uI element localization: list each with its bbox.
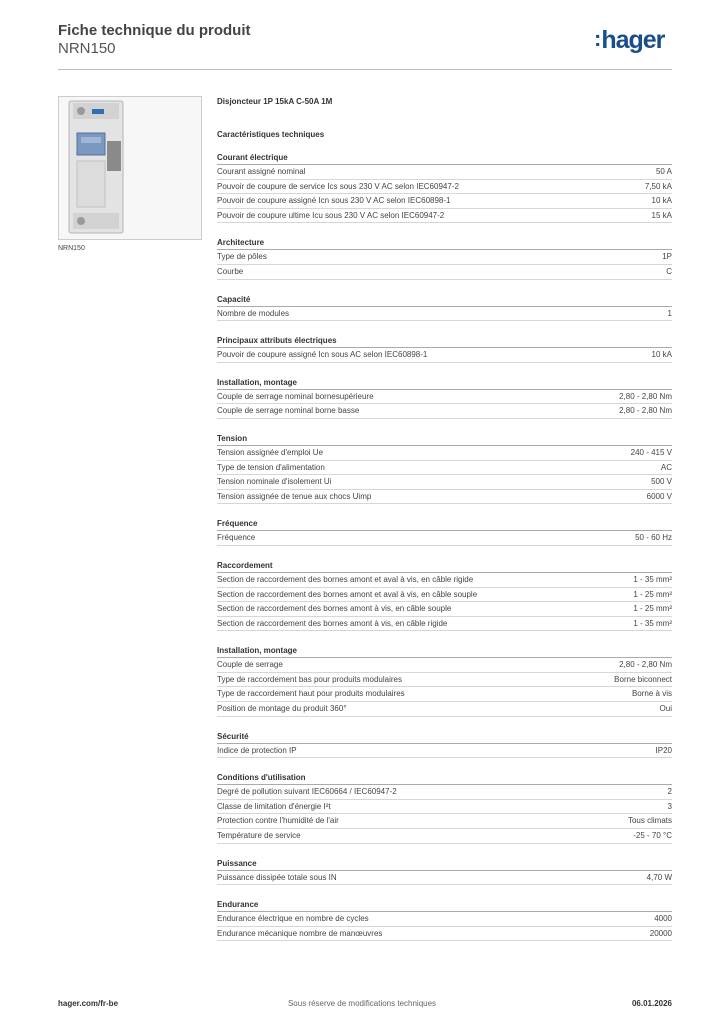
spec-content [217,96,672,941]
section-title: Puissance [217,858,672,871]
spec-value: 1 - 35 mm² [633,618,672,628]
spec-row [217,209,672,224]
spec-row [217,687,672,702]
spec-value: 1 - 25 mm² [633,604,672,614]
page-title: Fiche technique du produit [58,22,251,39]
spec-value: 20000 [649,928,672,938]
spec-row [217,744,672,759]
spec-row [217,180,672,195]
spec-row [217,446,672,461]
spec-label: Endurance électrique en nombre de cycles [217,914,369,924]
spec-value: 50 A [655,167,672,176]
spec-label: Nombre de modules [217,308,290,318]
spec-row [217,573,672,588]
spec-label: Couple de serrage nominal bornesupérieure [217,391,374,401]
section-title: Fréquence [217,518,672,531]
spec-label: Pouvoir de coupure de service Ics sous 230 V AC selon IEC60947-2 [217,181,459,191]
spec-value: 1 [667,308,672,318]
spec-label: Température de service [217,831,301,841]
spec-value: 1 - 35 mm² [633,574,672,584]
spec-row [217,490,672,505]
spec-label: Pouvoir de coupure assigné Icn sous AC selon IEC60898-1 [217,350,428,360]
spec-row [217,702,672,717]
spec-value: Oui [659,704,672,714]
spec-row [217,165,672,180]
section-title: Architecture [217,237,672,250]
section-title: Raccordement [217,560,672,573]
spec-row [217,800,672,815]
product-image [58,96,202,240]
product-reference: NRN150 [58,40,116,57]
spec-value: 50 - 60 Hz [635,533,672,543]
spec-label: Section de raccordement des bornes amont à vis, en câble rigide [217,618,448,628]
spec-label: Degré de pollution suivant IEC60664 / IEC60947-2 [217,787,397,797]
spec-value: AC [660,462,672,472]
spec-row [217,871,672,886]
spec-label: Protection contre l'humidité de l'air [217,816,339,826]
spec-row [217,814,672,829]
circuit-breaker-icon [59,97,201,239]
footer-website: hager.com/fr-be [58,999,119,1008]
section-title: Sécurité [217,731,672,744]
spec-value: Tous climats [627,816,672,826]
spec-value: Borne à vis [631,689,672,699]
spec-value: 3 [667,801,672,811]
spec-label: Couple de serrage [217,660,283,670]
spec-label: Type de raccordement haut pour produits modulaires [217,689,405,699]
header-divider [58,69,672,70]
logo-text: hager [601,26,665,54]
product-name: Disjoncteur 1P 15kA C-50A 1M [217,97,333,106]
spec-row [217,475,672,490]
spec-value: 1P [662,252,672,262]
spec-row [217,404,672,419]
spec-value: 2,80 - 2,80 Nm [619,660,672,670]
spec-label: Tension nominale d'isolement Ui [217,477,332,487]
spec-value: 500 V [651,477,672,487]
spec-label: Fréquence [217,533,256,543]
spec-row [217,531,672,546]
spec-row [217,785,672,800]
spec-label: Classe de limitation d'énergie I²t [217,801,331,811]
spec-value: 10 kA [651,196,672,206]
spec-value: 2,80 - 2,80 Nm [619,391,672,401]
spec-value: 4,70 W [646,872,672,882]
spec-label: Section de raccordement des bornes amont et aval à vis, en câble rigide [217,574,474,584]
section-title: Conditions d'utilisation [217,772,672,785]
section-title: Tension [217,433,672,446]
spec-value: 15 kA [651,210,672,220]
spec-label: Indice de protection IP [217,745,297,755]
spec-row [217,461,672,476]
spec-value: C [666,266,672,276]
footer-date: 06.01.2026 [631,999,672,1008]
spec-row [217,194,672,209]
footer-notice: Sous réserve de modifications techniques [287,999,437,1008]
hager-logo: :hager [594,26,665,54]
spec-label: Courbe [217,266,244,276]
technical-characteristics-title: Caractéristiques techniques [217,130,325,139]
spec-row [217,673,672,688]
spec-label: Puissance dissipée totale sous IN [217,872,337,882]
spec-value: 1 - 25 mm² [633,589,672,599]
spec-row [217,602,672,617]
spec-sections [217,152,672,941]
spec-row [217,658,672,673]
section-title: Endurance [217,899,672,912]
spec-label: Type de tension d'alimentation [217,462,325,472]
spec-value: 6000 V [646,491,672,501]
section-title: Installation, montage [217,377,672,390]
spec-label: Section de raccordement des bornes amont et aval à vis, en câble souple [217,589,478,599]
spec-row [217,617,672,632]
spec-value: -25 - 70 °C [633,831,672,841]
section-title: Courant électrique [217,152,672,165]
spec-row [217,927,672,942]
spec-value: 2 [667,787,672,797]
product-image-caption: NRN150 [58,245,85,252]
spec-label: Endurance mécanique nombre de manœuvres [217,928,383,938]
spec-label: Tension assignée de tenue aux chocs Uimp [217,491,372,501]
spec-row [217,390,672,405]
spec-value: 10 kA [651,350,672,360]
spec-row [217,829,672,844]
spec-row [217,588,672,603]
spec-value: 240 - 415 V [630,447,672,457]
spec-row [217,265,672,280]
spec-value: 7,50 kA [644,181,672,191]
section-title: Principaux attributs électriques [217,335,672,348]
spec-label: Tension assignée d'emploi Ue [217,447,324,457]
spec-label: Type de raccordement bas pour produits modulaires [217,674,402,684]
spec-label: Position de montage du produit 360° [217,704,347,714]
spec-row [217,250,672,265]
spec-value: Borne biconnect [614,674,672,684]
section-title: Installation, montage [217,645,672,658]
spec-label: Couple de serrage nominal borne basse [217,406,360,416]
section-title: Capacité [217,294,672,307]
spec-row [217,307,672,322]
spec-label: Pouvoir de coupure assigné Icn sous 230 V AC selon IEC60898-1 [217,196,451,206]
spec-value: IP20 [655,745,672,755]
spec-row [217,348,672,363]
spec-value: 2,80 - 2,80 Nm [619,406,672,416]
spec-label: Courant assigné nominal [217,167,306,176]
spec-value: 4000 [654,914,672,924]
spec-label: Pouvoir de coupure ultime Icu sous 230 V AC selon IEC60947-2 [217,210,445,220]
spec-label: Section de raccordement des bornes amont à vis, en câble souple [217,604,452,614]
spec-row [217,912,672,927]
spec-label: Type de pôles [217,252,267,262]
